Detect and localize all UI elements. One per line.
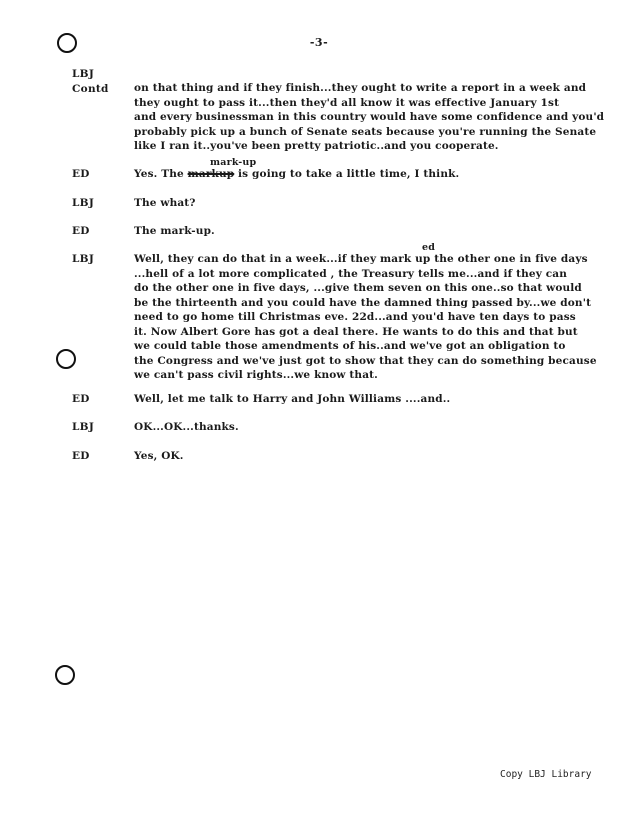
speech-block — [134, 392, 604, 407]
speaker-label: ED — [72, 168, 90, 180]
speech-block — [134, 167, 604, 182]
speech-block — [134, 224, 604, 239]
speech-block — [134, 81, 604, 154]
speaker-label: ED — [72, 225, 90, 237]
speech-line: on that thing and if they finish...they ought to write a report in a week and — [134, 82, 587, 94]
speech-line: we can't pass civil rights...we know that. — [134, 369, 378, 381]
speech-block — [134, 252, 604, 383]
handwritten-insertion: ed — [422, 242, 436, 253]
speech-block — [134, 196, 604, 211]
speech-line: Well, they can do that in a week...if they mark up the other one in five days — [134, 253, 588, 265]
speaker-label: LBJ — [72, 253, 95, 265]
speech-line: Yes. The markup is going to take a little time, I think. — [134, 168, 460, 180]
speech-line: Yes, OK. — [134, 450, 184, 462]
punch-hole-middle — [56, 349, 76, 369]
speech-line: like I ran it..you've been pretty patriotic..and you cooperate. — [134, 140, 499, 152]
speech-line: probably pick up a bunch of Senate seats because you're running the Senate — [134, 125, 597, 138]
speech-line: be the thirteenth and you could have the damned thing passed by...we don't — [134, 296, 592, 309]
speaker-label: LBJ — [72, 197, 95, 209]
speech-block — [134, 420, 604, 435]
speech-line: Well, let me talk to Harry and John Williams ....and.. — [134, 393, 451, 405]
struck-word: markup — [187, 168, 235, 180]
speaker-label: ED — [72, 393, 90, 405]
speech-line: do the other one in five days, ...give them seven on this one..so that would — [134, 282, 582, 294]
speech-line: it. Now Albert Gore has got a deal there. He wants to do this and that but — [134, 325, 578, 338]
speaker-label: LBJ Contd — [72, 68, 109, 95]
speech-line: need to go home till Christmas eve. 22d...and you'd have ten days to pass — [134, 311, 576, 323]
speaker-label: LBJ — [72, 421, 95, 433]
speech-line: they ought to pass it...then they'd all know it was effective January 1st — [134, 96, 560, 109]
speech-line: we could table those amendments of his..and we've got an obligation to — [134, 340, 566, 352]
handwritten-insertion: mark-up — [210, 157, 257, 168]
speech-line: and every businessman in this country would have some confidence and you'd — [134, 111, 605, 123]
speech-line: ...hell of a lot more complicated , the Treasury tells me...and if they can — [134, 267, 568, 280]
page-number: -3- — [309, 36, 329, 49]
speech-block — [134, 449, 604, 464]
speech-line: The mark-up. — [134, 225, 215, 237]
speech-line: OK...OK...thanks. — [134, 421, 239, 433]
speech-line: The what? — [134, 197, 196, 209]
library-stamp: Copy LBJ Library — [500, 769, 592, 780]
speech-line: the Congress and we've just got to show that they can do something because — [134, 354, 597, 367]
punch-hole-bottom — [55, 665, 75, 685]
speaker-label: ED — [72, 450, 90, 462]
